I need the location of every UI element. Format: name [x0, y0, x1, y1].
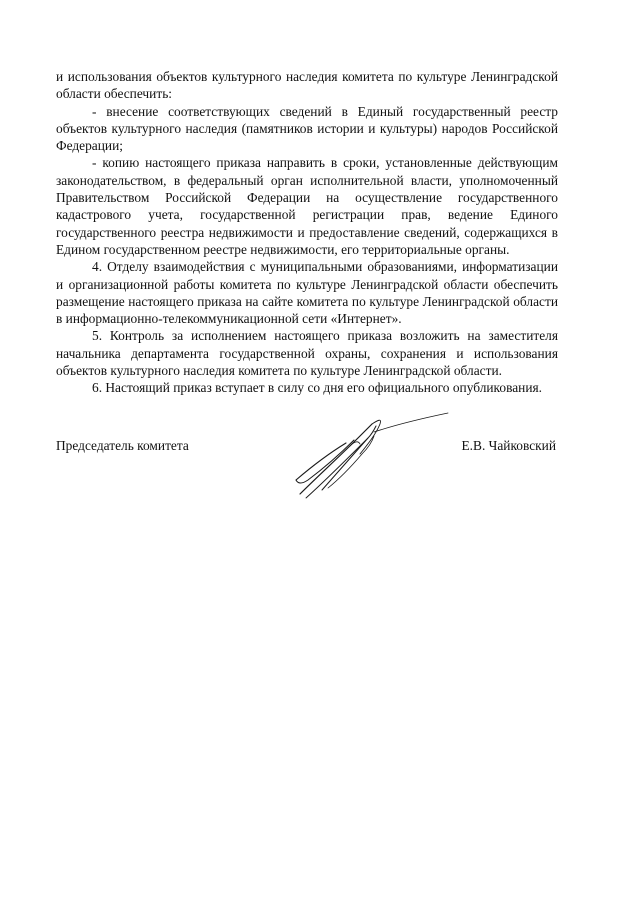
handwritten-signature: [288, 410, 453, 502]
signatory-name: Е.В. Чайковский: [461, 438, 556, 453]
paragraph-registry-entry: - внесение соответствующих сведений в Единый государственный реестр объектов культурного наследия (памятников истории и культуры) народов Российской Федерации;: [56, 103, 558, 154]
paragraph-item-6: 6. Настоящий приказ вступает в силу со дня его официального опубликования.: [92, 380, 542, 396]
paragraph-send-copy: - копию настоящего приказа направить в сроки, установленные действующим законодательством, в федеральный орган исполнительной власти, уполномоченный Правительством Российской Федерации на осуществление государственного кадастрового учета, государственной регистрации прав, ведение Единого государственного реестра недвижимости и предоставление сведений, содержащихся в Едином государственном реестре недвижимости, его территориальные органы.: [56, 155, 558, 257]
paragraph-continuation: и использования объектов культурного наследия комитета по культуре Ленинградской области обеспечить:: [56, 69, 558, 102]
signatory-position: Председатель комитета: [56, 438, 189, 453]
paragraph-item-5: 5. Контроль за исполнением настоящего приказа возложить на заместителя начальника департамента государственной охраны, сохранения и использования объектов культурного наследия комитета по культуре Ленинградской области.: [56, 328, 558, 379]
document-body: [56, 68, 558, 397]
paragraph-item-4: 4. Отделу взаимодействия с муниципальными образованиями, информатизации и организационной работы комитета по культуре Ленинградской области обеспечить размещение настоящего приказа на сайте комитета по культуре Ленинградской области в информационно-телекоммуникационной сети «Интернет».: [56, 259, 558, 327]
